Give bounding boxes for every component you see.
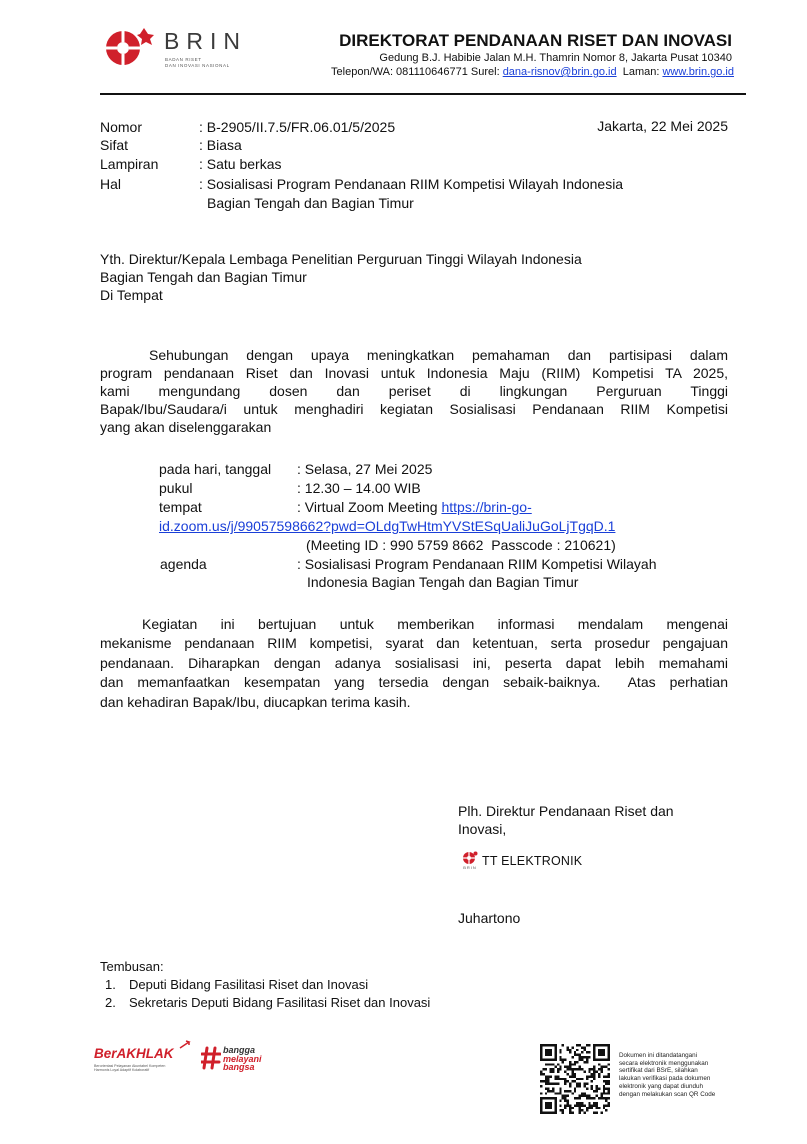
berakhlak-chevron-icon bbox=[178, 1040, 192, 1050]
bangga-melayani-logo: bangga melayani bangsa bbox=[201, 1046, 262, 1072]
institution-address: Gedung B.J. Habibie Jalan M.H. Thamrin Nomor 8, Jakarta Pusat 10340 bbox=[379, 52, 732, 64]
tt-elektronik-label: TT ELEKTRONIK bbox=[482, 853, 583, 868]
signature-position: Plh. Direktur Pendanaan Riset dan Inovasi, bbox=[458, 803, 674, 837]
paragraph-invitation: Sehubungan dengan upaya meningkatkan pemahaman dan partisipasi dalam program pendanaan Riset dan Inovasi untuk Indonesia Maju (RIIM) Kompetisi TA 2025, kami mengundang dosen dan periset di lingkungan Perguruan Tinggi Bapak/Ibu/Saudara/i untuk menghadiri kegiatan Sosialisasi Pendanaan RIIM Kompetisi yang akan diselenggarakan bbox=[100, 347, 728, 435]
letter-date: Jakarta, 22 Mei 2025 bbox=[597, 118, 728, 134]
verification-qr-code[interactable] bbox=[540, 1044, 610, 1114]
lampiran-label: Lampiran bbox=[100, 156, 159, 172]
berakhlak-tagline: Berorientasi Pelayanan Akuntabel Kompeten Harmonis Loyal Adaptif Kolaboratif bbox=[94, 1064, 166, 1073]
website-link[interactable]: www.brin.go.id bbox=[662, 66, 734, 78]
brin-logo-icon bbox=[104, 26, 160, 70]
brin-logo-wordmark: BRIN bbox=[164, 28, 247, 54]
meeting-info: (Meeting ID : 990 5759 8662 Passcode : 210621) bbox=[306, 537, 616, 553]
hal-value: : Sosialisasi Program Pendanaan RIIM Kompetisi Wilayah Indonesia bbox=[199, 176, 624, 192]
event-time-value: : 12.30 – 14.00 WIB bbox=[297, 480, 421, 496]
zoom-link-cont bbox=[159, 517, 615, 535]
institution-contact: Telepon/WA: 081110646771 Surel: dana-risnov@brin.go.id Laman: www.brin.go.id bbox=[331, 66, 734, 78]
event-place-label: tempat bbox=[159, 499, 202, 515]
event-place-value: : Virtual Zoom Meeting https://brin-go- bbox=[297, 499, 532, 515]
tembusan-item: 1. Deputi Bidang Fasilitasi Riset dan Inovasi bbox=[105, 977, 369, 992]
event-day-value: : Selasa, 27 Mei 2025 bbox=[297, 461, 433, 477]
letterhead-divider bbox=[100, 93, 746, 95]
zoom-link-continuation[interactable]: id.zoom.us/j/99057598662?pwd=OLdgTwHtmYVStESqUaliJuGoLjTgqD.1 bbox=[159, 518, 616, 534]
institution-title: DIREKTORAT PENDANAAN RISET DAN INOVASI bbox=[339, 31, 732, 50]
tembusan-section bbox=[100, 958, 430, 1012]
hal-label: Hal bbox=[100, 176, 122, 192]
brin-logo-subtitle: BADAN RISET DAN INOVASI NASIONAL bbox=[165, 57, 230, 68]
paragraph-purpose: Kegiatan ini bertujuan untuk memberikan informasi mendalam mengenai mekanisme pendanaan RIIM kompetisi, syarat dan ketentuan, serta prosedur pengajuan pendanaan. Diharapkan dengan adanya sosialisasi ini, peserta dapat lebih memahami dan memanfaatkan kesempatan yang tersedia dengan sebaik-baiknya. Atas perhatian dan kehadiran Bapak/Ibu, diucapkan terima kasih. bbox=[100, 616, 728, 710]
berakhlak-logo: BerAKHLAK bbox=[94, 1046, 174, 1061]
event-agenda-label: agenda bbox=[160, 556, 207, 572]
hashtag-icon bbox=[201, 1046, 221, 1070]
zoom-link[interactable]: https://brin-go- bbox=[441, 499, 532, 515]
event-day-label: pada hari, tanggal bbox=[159, 461, 272, 477]
electronic-signature-mark: BRIN TT ELEKTRONIK bbox=[462, 851, 582, 870]
nomor-value: : B-2905/II.7.5/FR.06.01/5/2025 bbox=[199, 119, 396, 135]
event-agenda-value-cont: Indonesia Bagian Tengah dan Bagian Timur bbox=[307, 574, 579, 590]
signatory-name: Juhartono bbox=[458, 910, 521, 926]
tembusan-item: 2. Sekretaris Deputi Bidang Fasilitasi Riset dan Inovasi bbox=[105, 995, 431, 1010]
nomor-label: Nomor bbox=[100, 119, 143, 135]
sifat-value: : Biasa bbox=[199, 137, 242, 153]
event-agenda-value: : Sosialisasi Program Pendanaan RIIM Kompetisi Wilayah bbox=[297, 556, 657, 572]
tembusan-heading: Tembusan: bbox=[100, 959, 164, 974]
email-link[interactable]: dana-risnov@brin.go.id bbox=[502, 66, 617, 78]
hal-value-cont: Bagian Tengah dan Bagian Timur bbox=[207, 195, 414, 211]
event-time-label: pukul bbox=[159, 480, 193, 496]
brin-small-logo-icon bbox=[462, 851, 478, 865]
sifat-label: Sifat bbox=[100, 137, 129, 153]
lampiran-value: : Satu berkas bbox=[199, 156, 282, 172]
qr-verification-note: Dokumen ini ditandatangani secara elektronik menggunakan sertifikat dari BSrE, silahkan lakukan verifikasi pada dokumen elektronik yang dapat diunduh dengan melakukan scan QR Code bbox=[619, 1052, 716, 1098]
addressee: Yth. Direktur/Kepala Lembaga Penelitian Perguruan Tinggi Wilayah Indonesia Bagian Tengah dan Bagian Timur Di Tempat bbox=[100, 251, 582, 303]
